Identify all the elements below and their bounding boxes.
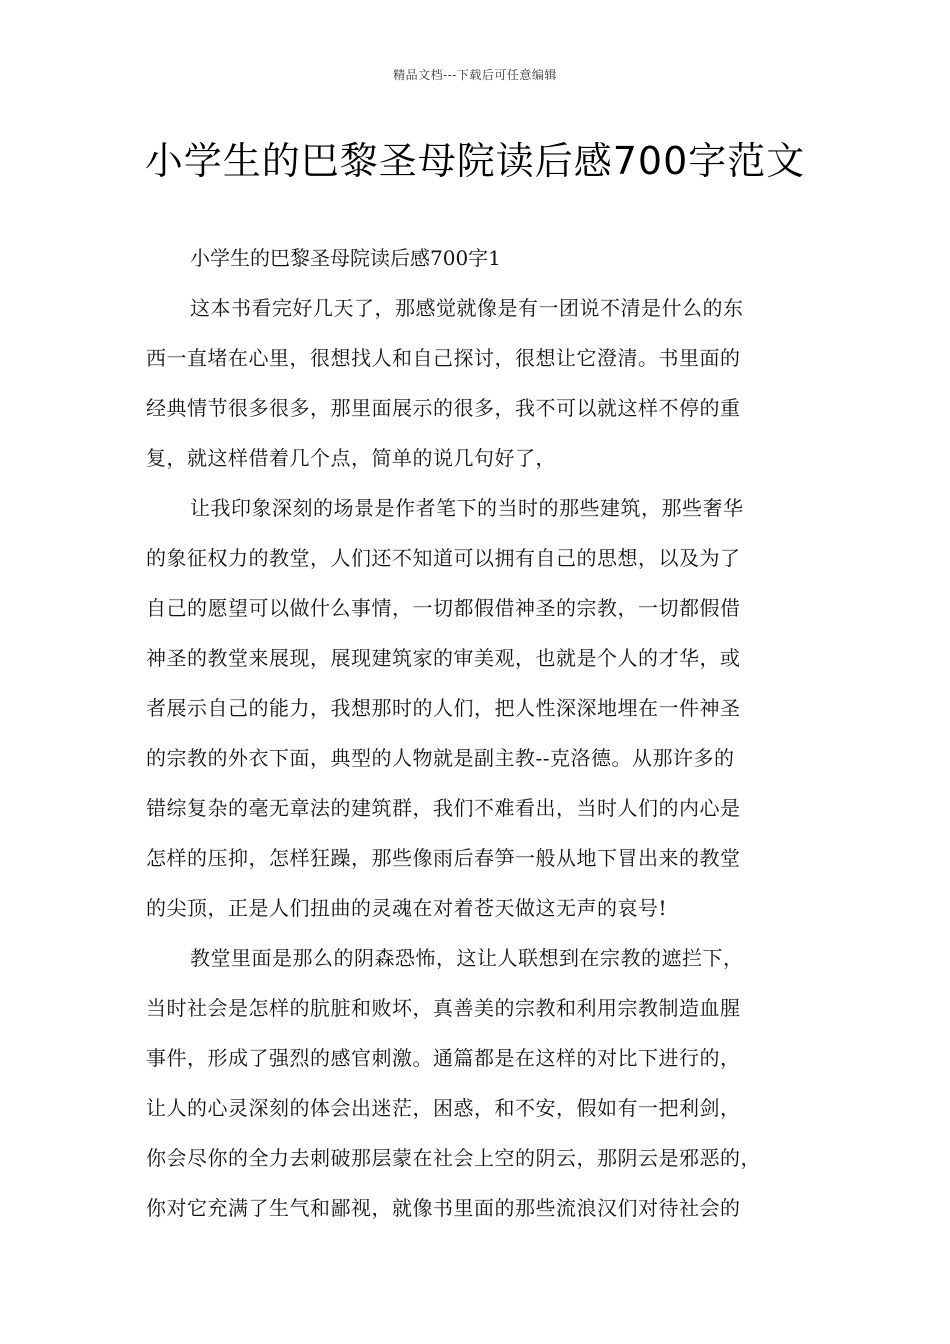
document-body — [146, 233, 816, 1233]
text-line: 事件，形成了强烈的感官刺激。通篇都是在这样的对比下进行的， — [146, 1046, 741, 1070]
text-line: 教堂里面是那么的阴森恐怖，这让人联想到在宗教的遮拦下， — [190, 946, 744, 970]
document-title: 小学生的巴黎圣母院读后感700字范文 — [144, 139, 806, 183]
text-line: 的宗教的外衣下面，典型的人物就是副主教--克洛德。从那许多的 — [146, 746, 735, 770]
text-line: 西一直堵在心里，很想找人和自己探讨，很想让它澄清。书里面的 — [146, 346, 741, 370]
text-line: 你会尽你的全力去刺破那层蒙在社会上空的阴云，那阴云是邪恶的， — [146, 1146, 761, 1170]
text-line: 自己的愿望可以做什么事情，一切都假借神圣的宗教，一切都假借 — [146, 596, 741, 620]
text-line: 的尖顶，正是人们扭曲的灵魂在对着苍天做这无声的哀号! — [146, 896, 668, 920]
text-line: 者展示自己的能力，我想那时的人们，把人性深深地埋在一件神圣 — [146, 696, 741, 720]
text-line: 让我印象深刻的场景是作者笔下的当时的那些建筑，那些奢华 — [190, 496, 744, 520]
text-line: 经典情节很多很多，那里面展示的很多，我不可以就这样不停的重 — [146, 396, 741, 420]
text-line: 错综复杂的毫无章法的建筑群，我们不难看出，当时人们的内心是 — [146, 796, 741, 820]
paragraph-lines — [146, 283, 816, 1233]
text-line: 这本书看完好几天了，那感觉就像是有一团说不清是什么的东 — [190, 296, 744, 320]
text-line: 当时社会是怎样的肮脏和败坏，真善美的宗教和利用宗教制造血腥 — [146, 996, 741, 1020]
text-line: 你对它充满了生气和鄙视，就像书里面的那些流浪汉们对待社会的 — [146, 1196, 741, 1220]
text-line: 的象征权力的教堂，人们还不知道可以拥有自己的思想，以及为了 — [146, 546, 741, 570]
text-line: 复，就这样借着几个点，简单的说几句好了， — [146, 446, 556, 470]
header-note: 精品文档---下载后可任意编辑 — [393, 68, 557, 82]
text-line: 神圣的教堂来展现，展现建筑家的审美观，也就是个人的才华，或 — [146, 646, 741, 670]
text-line: 怎样的压抑，怎样狂躁，那些像雨后春笋一般从地下冒出来的教堂 — [146, 846, 741, 870]
text-line: 让人的心灵深刻的体会出迷茫，困惑，和不安，假如有一把利剑， — [146, 1096, 741, 1120]
section-subtitle: 小学生的巴黎圣母院读后感700字1 — [190, 246, 501, 270]
